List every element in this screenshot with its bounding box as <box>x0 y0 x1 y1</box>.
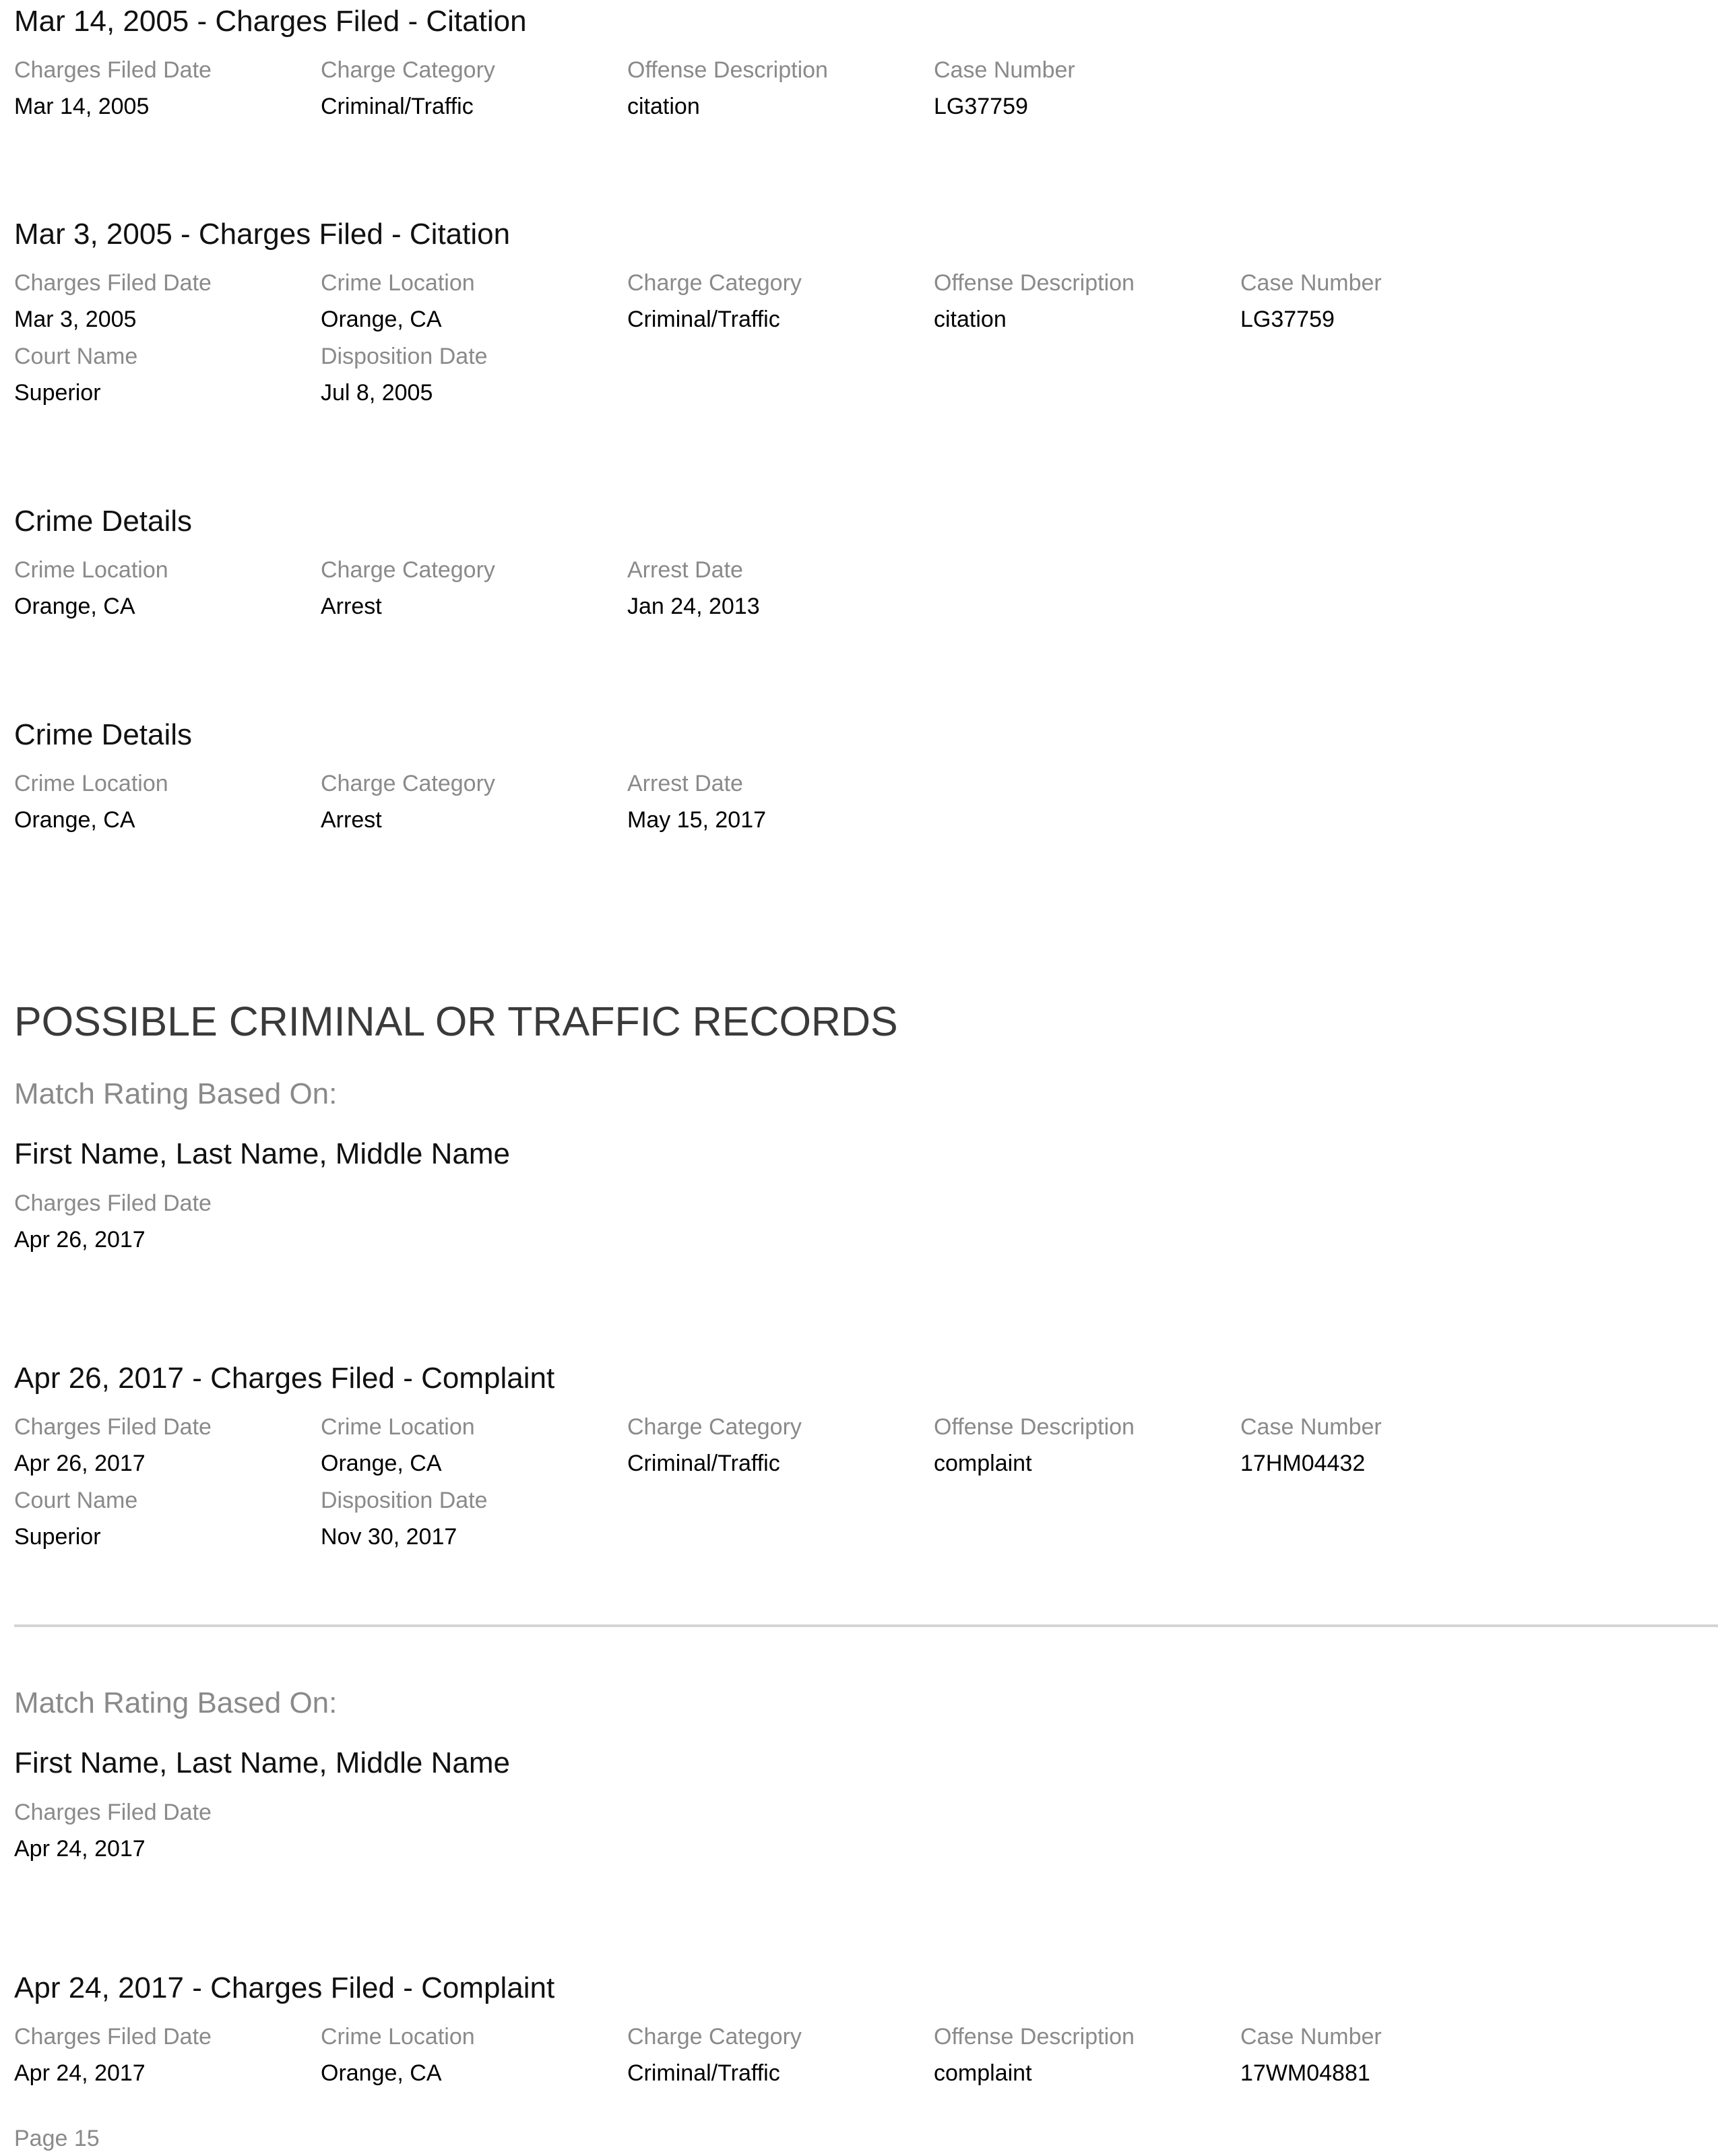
field-value: Criminal/Traffic <box>627 1451 780 1476</box>
field-value: Mar 14, 2005 <box>14 94 150 119</box>
field-value: Mar 3, 2005 <box>14 307 137 332</box>
match-rating-value: First Name, Last Name, Middle Name <box>14 1746 510 1779</box>
match-rating-value: First Name, Last Name, Middle Name <box>14 1137 510 1170</box>
field-value: complaint <box>934 2060 1032 2086</box>
field-value: Orange, CA <box>321 1451 442 1476</box>
field-label: Case Number <box>1240 270 1382 296</box>
field-label: Charge Category <box>321 771 495 796</box>
field-value: citation <box>627 94 700 119</box>
field-value: Orange, CA <box>321 307 442 332</box>
field-value: Criminal/Traffic <box>627 2060 780 2086</box>
crime-details-title: Crime Details <box>14 505 193 538</box>
crime-details-title: Crime Details <box>14 718 193 751</box>
field-value: Superior <box>14 380 101 406</box>
match-rating-label: Match Rating Based On: <box>14 1686 338 1719</box>
field-label: Court Name <box>14 344 138 369</box>
field-value: LG37759 <box>1240 307 1335 332</box>
field-label: Charge Category <box>627 1414 802 1440</box>
field-label: Charge Category <box>321 557 495 583</box>
field-label: Offense Description <box>627 57 828 83</box>
field-value: Jul 8, 2005 <box>321 380 433 406</box>
field-label: Charges Filed Date <box>14 1800 212 1825</box>
field-value: Orange, CA <box>14 594 135 619</box>
record-title: Apr 24, 2017 - Charges Filed - Complaint <box>14 1971 555 2004</box>
field-label: Charges Filed Date <box>14 270 212 296</box>
field-value: LG37759 <box>934 94 1028 119</box>
field-value: Criminal/Traffic <box>627 307 780 332</box>
field-label: Charges Filed Date <box>14 1414 212 1440</box>
field-label: Offense Description <box>934 1414 1135 1440</box>
section-heading: POSSIBLE CRIMINAL OR TRAFFIC RECORDS <box>14 998 898 1044</box>
field-value: Criminal/Traffic <box>321 94 474 119</box>
field-value: Arrest <box>321 807 382 833</box>
field-label: Crime Location <box>14 771 168 796</box>
field-label: Case Number <box>1240 2024 1382 2050</box>
record-title: Mar 14, 2005 - Charges Filed - Citation <box>14 5 527 38</box>
field-label: Crime Location <box>14 557 168 583</box>
field-value: Nov 30, 2017 <box>321 1524 457 1550</box>
field-value: citation <box>934 307 1007 332</box>
field-value: Apr 26, 2017 <box>14 1451 146 1476</box>
field-label: Charge Category <box>627 2024 802 2050</box>
page-number: Page 15 <box>14 2126 100 2151</box>
field-label: Disposition Date <box>321 1488 488 1513</box>
field-label: Charges Filed Date <box>14 2024 212 2050</box>
field-value: complaint <box>934 1451 1032 1476</box>
field-value: Orange, CA <box>321 2060 442 2086</box>
section-divider <box>14 1624 1718 1627</box>
field-label: Arrest Date <box>627 771 743 796</box>
field-label: Crime Location <box>321 2024 475 2050</box>
field-value: Orange, CA <box>14 807 135 833</box>
field-label: Case Number <box>934 57 1075 83</box>
match-rating-label: Match Rating Based On: <box>14 1077 338 1110</box>
field-label: Charges Filed Date <box>14 57 212 83</box>
record-title: Apr 26, 2017 - Charges Filed - Complaint <box>14 1362 555 1395</box>
record-title: Mar 3, 2005 - Charges Filed - Citation <box>14 218 511 251</box>
field-value: 17WM04881 <box>1240 2060 1370 2086</box>
field-value: 17HM04432 <box>1240 1451 1366 1476</box>
field-value: Jan 24, 2013 <box>627 594 760 619</box>
field-label: Offense Description <box>934 2024 1135 2050</box>
field-value: Apr 24, 2017 <box>14 1836 146 1862</box>
field-label: Crime Location <box>321 270 475 296</box>
field-value: Superior <box>14 1524 101 1550</box>
field-value: Arrest <box>321 594 382 619</box>
field-value: May 15, 2017 <box>627 807 767 833</box>
field-label: Case Number <box>1240 1414 1382 1440</box>
field-value: Apr 26, 2017 <box>14 1227 146 1253</box>
field-label: Charges Filed Date <box>14 1191 212 1216</box>
field-label: Disposition Date <box>321 344 488 369</box>
field-label: Court Name <box>14 1488 138 1513</box>
field-label: Offense Description <box>934 270 1135 296</box>
field-value: Apr 24, 2017 <box>14 2060 146 2086</box>
field-label: Arrest Date <box>627 557 743 583</box>
field-label: Charge Category <box>627 270 802 296</box>
field-label: Charge Category <box>321 57 495 83</box>
field-label: Crime Location <box>321 1414 475 1440</box>
